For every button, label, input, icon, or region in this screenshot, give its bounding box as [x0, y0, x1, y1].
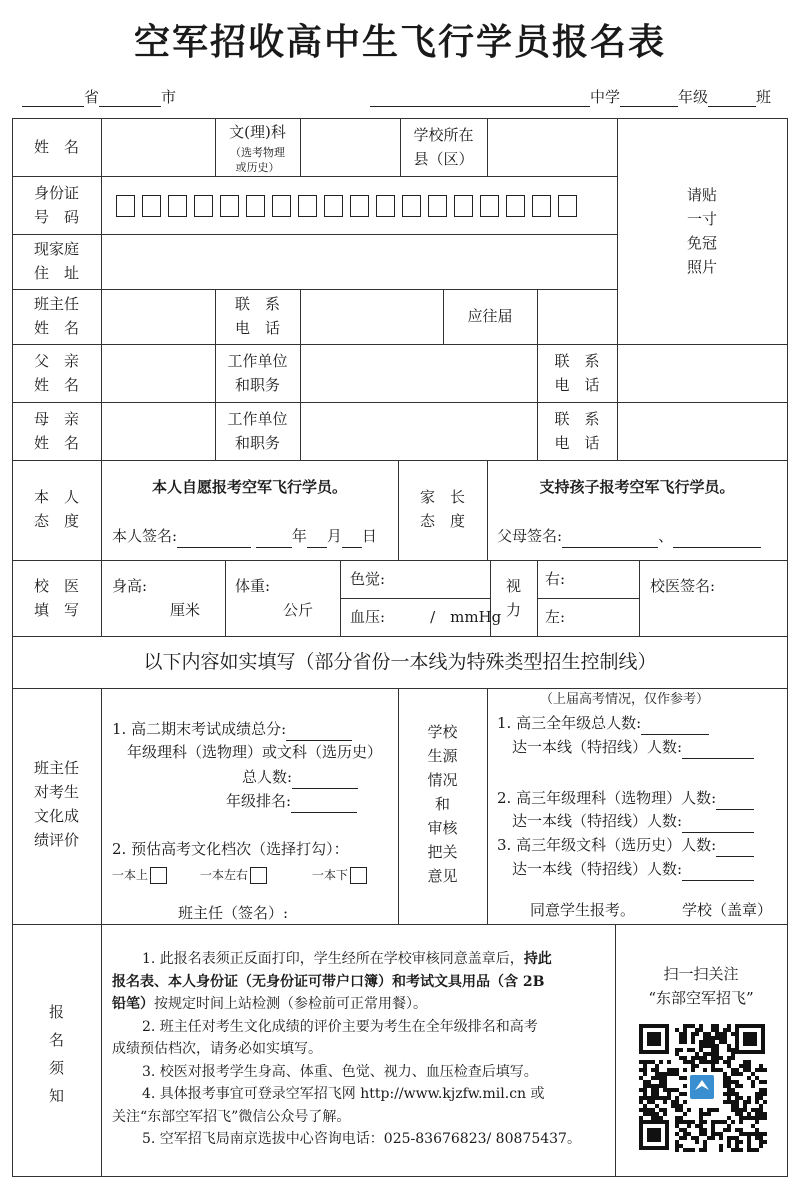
teacher-name-label: 班主任 姓 名	[33, 295, 79, 337]
attitude-label: 本 人 态 度	[33, 488, 79, 530]
mother-phone-label: 联 系 电 话	[554, 410, 600, 452]
mother-name-field[interactable]	[102, 403, 214, 459]
blood-pressure-label: 血压: / mmHg	[350, 608, 502, 626]
graduate-status-label: 应往届	[467, 307, 513, 325]
county-field[interactable]	[488, 119, 616, 175]
weight-label: 体重:	[235, 577, 271, 595]
checkbox-around-tier[interactable]	[250, 867, 267, 884]
last-year-science: 2. 高三年级理科（选物理）人数:	[497, 786, 754, 810]
teacher-signature-label: 班主任（签名）:	[178, 904, 289, 922]
eval-rank: 年级排名:	[226, 789, 357, 813]
last-year-total-pass: 达一本线（特招线）人数:	[512, 735, 754, 759]
eval-item1: 1. 高二期末考试成绩总分:	[112, 717, 352, 741]
medical-label: 校 医 填 写	[33, 577, 79, 619]
idcard-label: 身份证 号 码	[33, 184, 79, 226]
eval-item1-sub: 年级理科（选物理）或文科（选历史）	[127, 743, 383, 761]
name-label: 姓 名	[33, 138, 80, 156]
estimate-option-around-tier[interactable]: 一本左右	[200, 863, 267, 887]
notice-text: 1. 此报名表须正反面打印，学生经所在学校审核同意盖章后，持此 报名表、本人身份证（无身份证可带户口簿）和考试文具用品（含 2B 铅笔）按规定时间上站检测（参检前可正常用餐）。 2. 班主任对考生文化成绩的评价主要为考生在全年级排名和高考 成绩预估档次，请务必如实填写。 3. 校医对报考学生身高、体重、色觉、视力、血压检查后填写。 4. 具体报考事宜可登录空军招飞网 http://www.kjzfw.mil.cn 或 关注“东部空军招飞”微信公众号了解。 5. 空军招飞局南京选拔中心咨询电话：025-83676823/ 80875437。	[112, 951, 581, 1147]
last-year-total: 1. 高三全年级总人数:	[497, 711, 709, 735]
evaluation-label: 班主任 对考生 文化成 绩评价	[33, 759, 79, 849]
last-year-science-pass: 达一本线（特招线）人数:	[512, 809, 754, 833]
county-label: 学校所在 县（区）	[413, 126, 474, 168]
school-stamp-label: 学校（盖章）	[682, 901, 773, 919]
province-city-line: 省 市	[22, 86, 176, 107]
subject-field[interactable]	[301, 119, 399, 175]
agree-text: 同意学生报考。	[530, 901, 636, 919]
address-field[interactable]	[102, 235, 616, 288]
parent-signature-line[interactable]: 父母签名: 、	[497, 524, 761, 548]
school-review-label: 学校 生源 情况 和 审核 把关 意见	[427, 723, 458, 885]
subject-note: （选考物理 或历史）	[230, 146, 285, 174]
father-work-label: 工作单位 和职务	[227, 352, 288, 394]
vision-label: 视 力	[505, 577, 521, 619]
father-name-label: 父 亲 姓 名	[33, 352, 79, 394]
vision-right-label: 右:	[545, 570, 566, 588]
parent-attitude-label: 家 长 态 度	[419, 488, 465, 530]
vision-left-label: 左:	[545, 608, 566, 626]
name-field[interactable]	[102, 119, 214, 175]
mother-name-label: 母 亲 姓 名	[33, 410, 79, 452]
mother-work-field[interactable]	[301, 403, 536, 459]
last-year-arts-pass: 达一本线（特招线）人数:	[512, 857, 754, 881]
mother-phone-field[interactable]	[618, 403, 786, 459]
qr-caption: 扫一扫关注 “东部空军招飞”	[648, 965, 754, 1007]
height-label: 身高:	[112, 577, 148, 595]
parent-statement: 支持孩子报考空军飞行学员。	[539, 478, 735, 496]
truthful-fill-banner: 以下内容如实填写（部分省份一本线为特殊类型招生控制线）	[143, 651, 657, 673]
teacher-phone-field[interactable]	[301, 290, 442, 343]
last-year-caption: （上届高考情况，仅作参考）	[540, 692, 710, 707]
eval-total: 总人数:	[242, 765, 358, 789]
graduate-status-field[interactable]	[538, 290, 616, 343]
mother-work-label: 工作单位 和职务	[227, 410, 288, 452]
estimate-option-first-tier[interactable]: 一本上	[112, 863, 167, 887]
wechat-qr-code[interactable]	[637, 1022, 767, 1152]
self-statement: 本人自愿报考空军飞行学员。	[151, 478, 347, 496]
father-phone-field[interactable]	[618, 345, 786, 401]
estimate-option-below-tier[interactable]: 一本下	[312, 863, 367, 887]
school-grade-class-line: 中学 年级 班	[370, 86, 771, 107]
father-work-field[interactable]	[301, 345, 536, 401]
color-vision-label: 色觉:	[350, 570, 386, 588]
height-unit: 厘米	[170, 601, 201, 619]
teacher-phone-label: 联 系 电 话	[234, 295, 280, 337]
address-label: 现家庭 住 址	[33, 240, 79, 282]
weight-unit: 公斤	[283, 601, 314, 619]
father-phone-label: 联 系 电 话	[554, 352, 600, 394]
eval-item2: 2. 预估高考文化档次（选择打勾）：	[112, 840, 349, 858]
subject-label: 文(理)科	[229, 123, 286, 141]
checkbox-first-tier[interactable]	[150, 867, 167, 884]
father-name-field[interactable]	[102, 345, 214, 401]
photo-box: 请贴 一寸 免冠 照片	[686, 186, 717, 276]
form-title: 空军招收高中生飞行学员报名表	[133, 22, 666, 63]
air-force-logo-icon	[690, 1075, 714, 1099]
notice-label: 报 名 须 知	[48, 1003, 64, 1105]
self-signature-line[interactable]: 本人签名: 年 月 日	[112, 524, 377, 548]
teacher-name-field[interactable]	[102, 290, 214, 343]
doctor-signature-label: 校医签名:	[650, 577, 716, 595]
last-year-arts: 3. 高三年级文科（选历史）人数:	[497, 833, 754, 857]
checkbox-below-tier[interactable]	[350, 867, 367, 884]
